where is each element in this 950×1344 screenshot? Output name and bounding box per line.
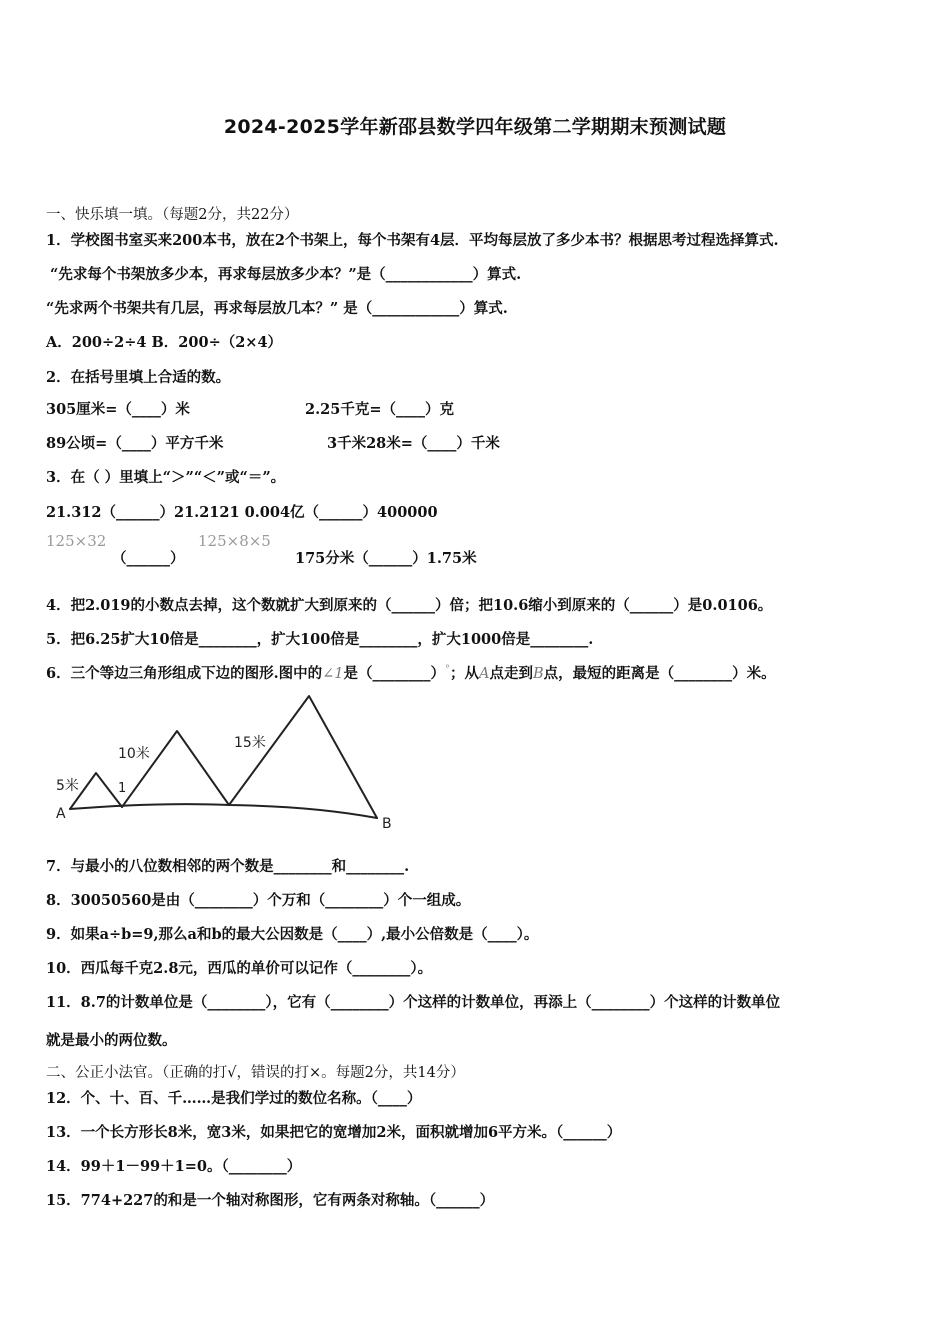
q3-expr2: 125×8×5 bbox=[198, 532, 271, 550]
label-5m: 5米 bbox=[56, 778, 79, 794]
q10: 10．西瓜每千克2.8元，西瓜的单价可以记作（________）。 bbox=[46, 960, 433, 977]
label-10m: 10米 bbox=[118, 746, 150, 762]
q2-a: 305厘米=（____）米 bbox=[46, 401, 190, 418]
section-2-heading: 二、公正小法官。（正确的打√，错误的打×。每题2分，共14分） bbox=[46, 1065, 465, 1081]
large-triangle bbox=[229, 696, 377, 818]
q6-part1: 6．三个等边三角形组成下边的图形.图中的 bbox=[46, 665, 323, 682]
label-15m: 15米 bbox=[234, 735, 266, 751]
q7: 7．与最小的八位数相邻的两个数是________和________. bbox=[46, 858, 410, 875]
q1-line1: “先求每个书架放多少本，再求每层放多少本？”是（____________）算式. bbox=[50, 266, 522, 283]
q3-stem: 3．在（ ）里填上“＞”“＜”或“＝”。 bbox=[46, 469, 286, 486]
q3-blank1: （______） bbox=[112, 550, 185, 567]
q5: 5．把6.25扩大10倍是________，扩大100倍是________，扩大1000倍是________. bbox=[46, 631, 594, 648]
q12: 12．个、十、百、千……是我们学过的数位名称。（____） bbox=[46, 1090, 422, 1107]
q9: 9．如果a÷b=9,那么a和b的最大公因数是（____）,最小公倍数是（____）。 bbox=[46, 926, 539, 943]
q6-part3: ；从 bbox=[450, 665, 480, 682]
q2-stem: 2．在括号里填上合适的数。 bbox=[46, 369, 231, 386]
angle-1-label: 1 bbox=[118, 781, 127, 796]
q11-line2: 就是最小的两位数。 bbox=[46, 1032, 177, 1049]
figure-point-b: B bbox=[382, 816, 392, 832]
q1-stem: 1．学校图书室买来200本书，放在2个书架上，每个书架有4层．平均每层放了多少本书？根据思考过程选择算式. bbox=[46, 232, 779, 249]
q11-line1: 11．8.7的计数单位是（________），它有（________）个这样的计数单位，再添上（________）个这样的计数单位 bbox=[46, 994, 781, 1011]
base-line bbox=[70, 804, 377, 818]
medium-triangle bbox=[122, 731, 229, 807]
triangles-figure bbox=[52, 688, 412, 836]
q6-part4: 点走到 bbox=[489, 665, 533, 682]
page-title: 2024-2025学年新邵县数学四年级第二学期期末预测试题 bbox=[223, 116, 727, 138]
q15: 15．774+227的和是一个轴对称图形，它有两条对称轴。（______） bbox=[46, 1192, 495, 1209]
q3-line3: 175分米（______）1.75米 bbox=[295, 550, 477, 567]
q13: 13．一个长方形长8米，宽3米，如果把它的宽增加2米，面积就增加6平方米。（______） bbox=[46, 1124, 622, 1141]
degree-symbol: ° bbox=[445, 664, 451, 676]
q14: 14．99＋1－99＋1=0。（________） bbox=[46, 1158, 302, 1175]
q8: 8．30050560是由（________）个万和（________）个一组成。 bbox=[46, 892, 471, 909]
q2-b: 2.25千克=（____）克 bbox=[305, 401, 454, 418]
angle-1-symbol: ∠1 bbox=[322, 666, 344, 682]
q1-line2: “先求两个书架共有几层，再求每层放几本？” 是（____________）算式. bbox=[46, 300, 508, 317]
section-1-heading: 一、快乐填一填。（每题2分，共22分） bbox=[46, 207, 299, 223]
q2-d: 3千米28米=（____）千米 bbox=[327, 435, 500, 452]
q6-part2: 是（________） bbox=[343, 665, 446, 682]
q1-options: A．200÷2÷4 B．200÷（2×4） bbox=[46, 334, 283, 351]
figure-point-a: A bbox=[56, 806, 66, 822]
point-a-label: A bbox=[479, 666, 490, 682]
q3-line1: 21.312（______）21.2121 0.004亿（______）400000 bbox=[46, 504, 438, 521]
q6-part5: 点，最短的距离是（________）米。 bbox=[543, 665, 776, 682]
point-b-label: B bbox=[533, 666, 544, 682]
q3-expr1: 125×32 bbox=[46, 532, 107, 550]
q6 bbox=[46, 662, 776, 683]
q4: 4．把2.019的小数点去掉，这个数就扩大到原来的（______）倍；把10.6缩小到原来的（______）是0.0106。 bbox=[46, 597, 773, 614]
q2-c: 89公顷=（____）平方千米 bbox=[46, 435, 224, 452]
